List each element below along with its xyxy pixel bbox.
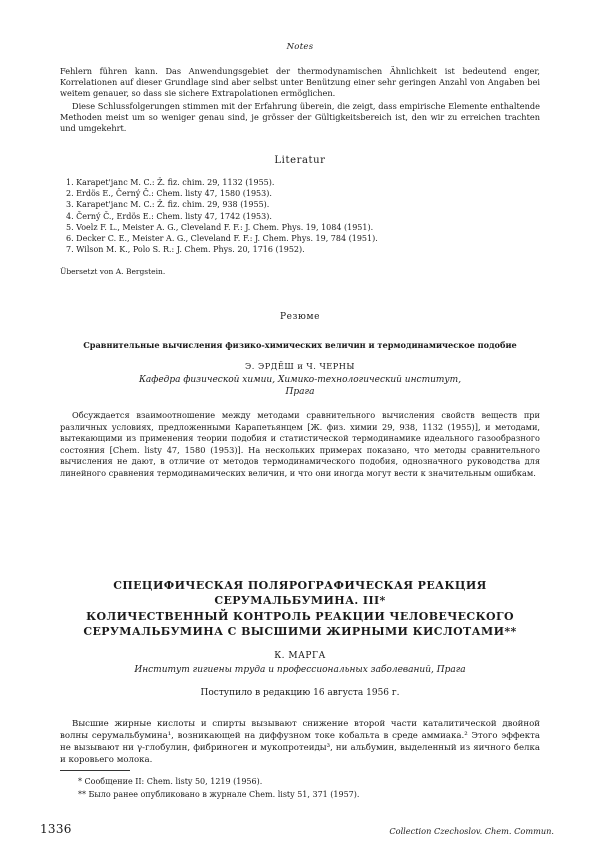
reference-item: 7. Wilson M. K., Polo S. R.: J. Chem. Phys. 20, 1716 (1952). bbox=[66, 245, 305, 255]
resume-affiliation-line2: Прага bbox=[285, 387, 315, 397]
footnote-2: ** Было ранее опубликовано в журнале Chem. listy 51, 371 (1957). bbox=[78, 790, 360, 799]
received-date: Поступило в редакцию 16 августа 1956 г. bbox=[200, 688, 400, 698]
resume-heading: Резюме bbox=[279, 312, 321, 322]
footnote-rule bbox=[60, 770, 130, 771]
article-title-line1: СПЕЦИФИЧЕСКАЯ ПОЛЯРОГРАФИЧЕСКАЯ РЕАКЦИЯ bbox=[113, 579, 487, 592]
resume-affiliation-line1: Кафедра физической химии, Химико-технологический институт, bbox=[138, 375, 462, 385]
running-head: Notes bbox=[286, 42, 314, 52]
page-number: 1336 bbox=[40, 822, 72, 836]
reference-list bbox=[66, 177, 536, 255]
reference-item: 3. Karapet'janc M. C.: Ž. fiz. chim. 29, 938 (1955). bbox=[66, 200, 270, 210]
resume-authors: Э. ЭРДЁШ и Ч. ЧЕРНЫ bbox=[245, 361, 355, 371]
literatur-heading: Literatur bbox=[274, 155, 326, 166]
article-author: К. МАРГА bbox=[274, 651, 326, 661]
resume-title: Сравнительные вычисления физико-химических величин и термодинамическое подобие bbox=[83, 340, 517, 350]
resume-body: Обсуждается взаимоотношение между методами сравнительного вычисления свойств веществ при различных условиях, предложенными Карапетьянцем [Ж. физ. химии 29, 938, 1132 (1955)], и методами, вытекающими из применения теории подобия и статистической термодинамике идеального газообразного состояния [Chem. listy 47, 1580 (1953)]. На нескольких примерах показано, что методы сравнительного вычисления не дают, в отличие от методов термодинамического подобия, однозначного руководства для линейного сравнения термодинамических величин, и что они иногда могут вести к значительным ошибкам. bbox=[60, 410, 540, 478]
article-title-line4: СЕРУМАЛЬБУМИНА С ВЫСШИМИ ЖИРНЫМИ КИСЛОТАМИ** bbox=[83, 625, 517, 638]
reference-item: 6. Decker C. E., Meister A. G., Cleveland F. F.: J. Chem. Phys. 19, 784 (1951). bbox=[66, 234, 378, 244]
article-affiliation: Институт гигиены труда и профессиональных заболеваний, Прага bbox=[134, 665, 466, 675]
reference-item: 2. Erdös E., Černý Č.: Chem. listy 47, 1580 (1953). bbox=[66, 189, 272, 199]
translator-note: Übersetzt von A. Bergstein. bbox=[60, 267, 166, 276]
article-title-line2: СЕРУМАЛЬБУМИНА. III* bbox=[214, 594, 386, 607]
footnote-1: * Сообщение II: Chem. listy 50, 1219 (1956). bbox=[78, 777, 263, 786]
reference-item: 5. Voelz F. L., Meister A. G., Cleveland F. F.: J. Chem. Phys. 19, 1084 (1951). bbox=[66, 222, 374, 232]
continuation-paragraph-1: Fehlern führen kann. Das Anwendungsgebiet der thermodynamischen Ähnlichkeit ist bedeutend enger, Korrelationen auf dieser Grundlage sind aber selbst unter Benützung einer sehr geringen Anzahl von Angaben bei weitem genauer, so dass sie sichere Extrapolationen ermöglichen. bbox=[60, 66, 540, 98]
reference-item: 1. Karapet'janc M. C.: Ž. fiz. chim. 29, 1132 (1955). bbox=[66, 178, 275, 187]
reference-item: 4. Černý Č., Erdös E.: Chem. listy 47, 1742 (1953). bbox=[66, 211, 272, 221]
journal-name: Collection Czechoslov. Chem. Commun. bbox=[389, 826, 554, 836]
article-title-line3: КОЛИЧЕСТВЕННЫЙ КОНТРОЛЬ РЕАКЦИИ ЧЕЛОВЕЧЕСКОГО bbox=[86, 610, 514, 623]
article-body: Высшие жирные кислоты и спирты вызывают снижение второй части каталитической двойной волны серумальбумина¹, возникающей на диффузном токе кобальта в среде аммиака.² Этого эффекта не вызывают ни γ-глобулин, фибриноген и мукопротеиды³, ни альбумин, выделенный из яичного белка и коровьего молока. bbox=[60, 719, 540, 765]
continuation-paragraph-2: Diese Schlussfolgerungen stimmen mit der Erfahrung überein, die zeigt, dass empirische Elemente enthaltende Methoden meist um so weniger genau sind, je grösser der Gültigkeitsbereich ist, den wir zu erreichen trachten und umgekehrt. bbox=[60, 101, 540, 133]
